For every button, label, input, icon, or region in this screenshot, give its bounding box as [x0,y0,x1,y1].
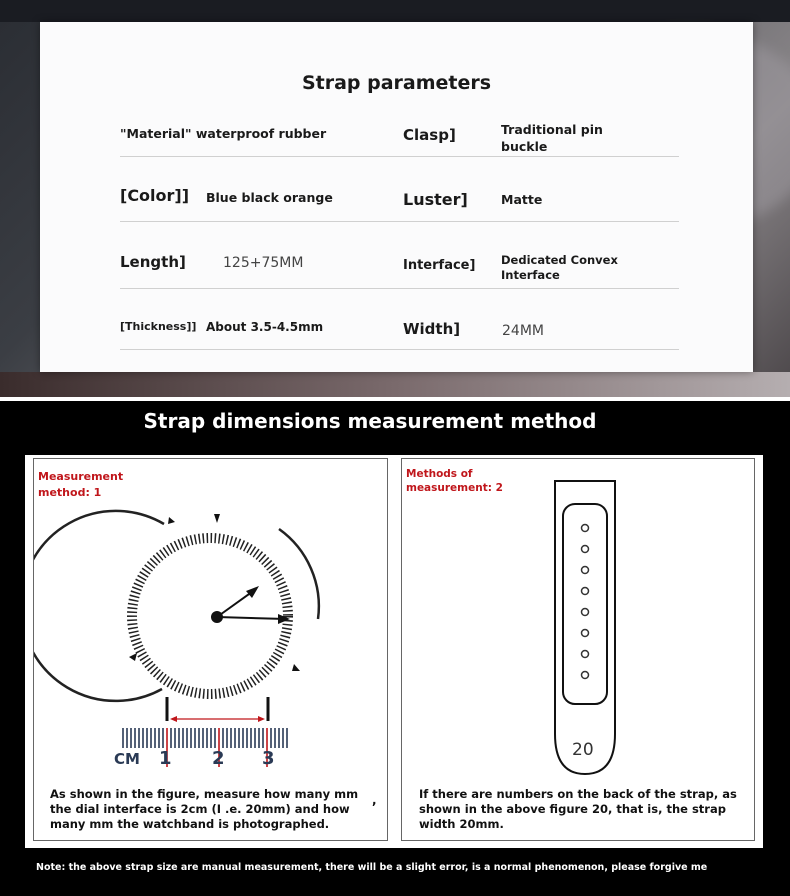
param-length-label: Length] [120,253,186,271]
method2-description: If there are numbers on the back of the strap, as shown in the above figure 20, that is, the strap width 20mm. [419,787,737,831]
param-color-label: [Color]] [120,186,190,205]
row-divider [120,288,679,289]
param-color-value: Blue black orange [206,190,333,205]
param-interface-label: Interface] [403,258,476,273]
measurement-panel [25,455,763,848]
ruler-number-1: 1 [159,748,172,769]
param-thickness-label: [Thickness]] [120,320,197,333]
param-luster-label: Luster] [403,190,468,209]
method1-box [33,458,388,841]
footer-cut-text [36,884,736,894]
param-interface-value: Dedicated Convex Interface [501,253,618,282]
param-clasp-label: Clasp] [403,126,456,144]
row-divider [120,156,679,157]
watch-dial-diagram [34,459,389,789]
row-divider [120,349,679,350]
row-divider [120,221,679,222]
param-clasp-value: Traditional pin buckle [501,122,603,154]
section-divider [0,397,790,401]
method2-heading-line1: Methods of [406,468,473,480]
background-shadow [0,0,790,22]
strap-parameters-card [40,22,753,372]
footer-note: Note: the above strap size are manual measurement, there will be a slight error, is a normal phenomenon, please forgive me [36,862,708,873]
ruler-number-3: 3 [262,748,275,769]
strap-number-label: 20 [572,740,594,760]
method1-heading-line2: method: 1 [38,486,102,499]
background-floor [0,372,790,400]
param-width-value: 24MM [502,323,544,339]
strap-diagram [402,459,756,779]
method2-heading-line2: measurement: 2 [406,482,503,494]
param-length-value: 125+75MM [223,255,304,271]
ruler-number-2: 2 [212,748,225,769]
param-width-label: Width] [403,320,461,338]
ruler-unit-label: CM [114,750,140,768]
card-title: Strap parameters [301,72,492,94]
stray-mark: , [372,793,377,807]
param-thickness-value: About 3.5-4.5mm [206,320,324,334]
param-luster-value: Matte [501,192,543,207]
method1-description: As shown in the figure, measure how many mm the dial interface is 2cm (I .e. 20mm) and how many mm the watchband is photographed. [50,787,359,831]
param-material-label: "Material" waterproof rubber [120,126,327,141]
method2-box [401,458,755,841]
section-title: Strap dimensions measurement method [143,409,597,433]
method1-heading-line1: Measurement [38,470,124,483]
